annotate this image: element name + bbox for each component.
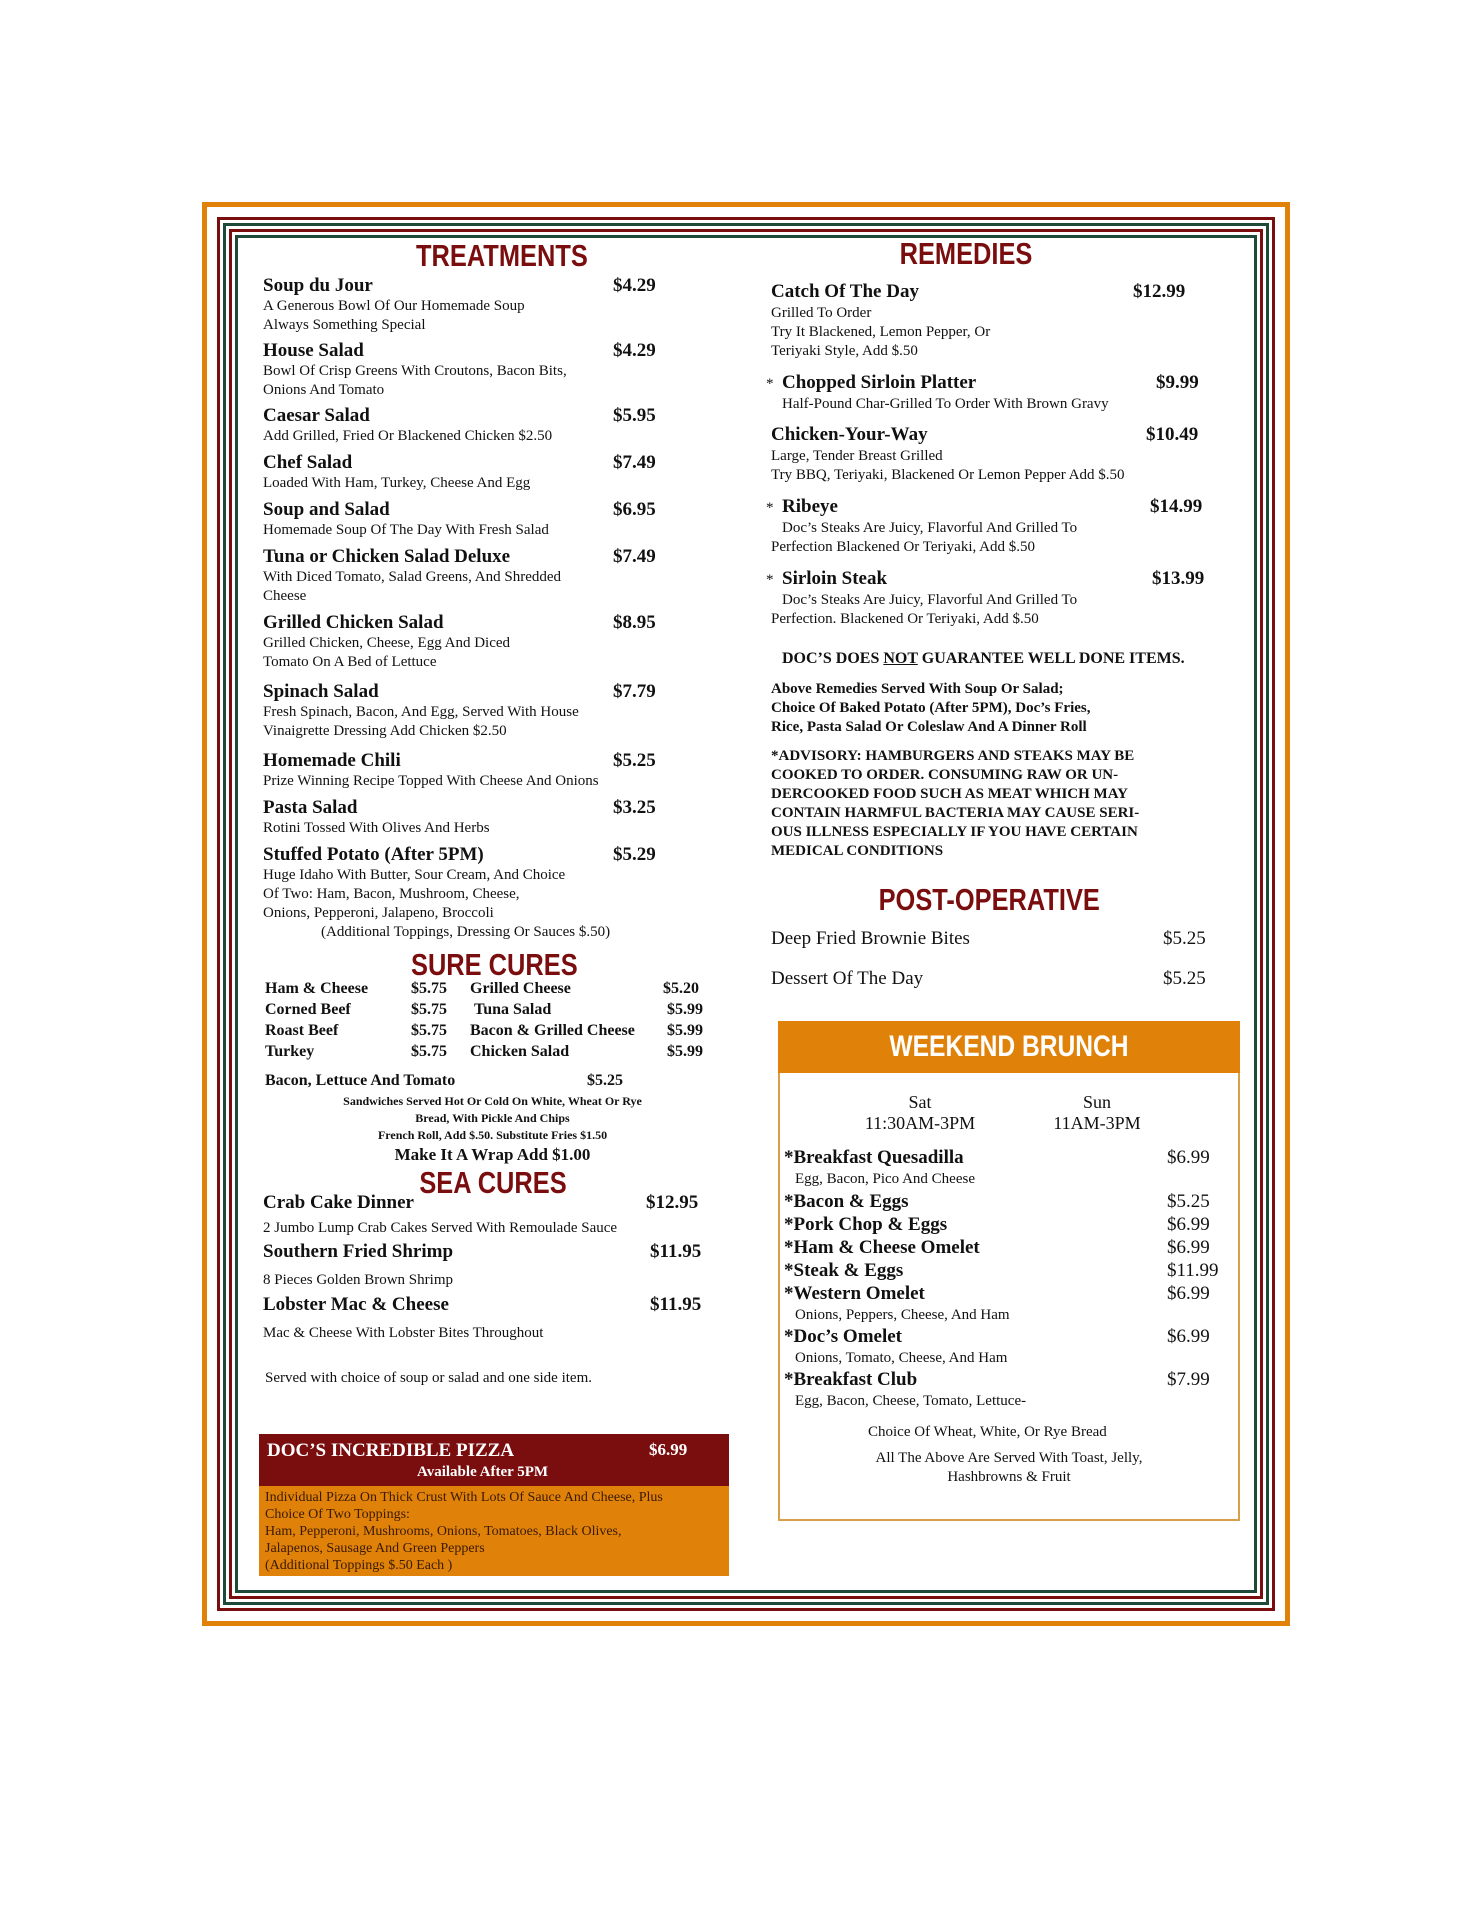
remedy-desc: Perfection Blackened Or Teriyaki, Add $.50	[771, 539, 1036, 555]
brunch-item-name: *Breakfast Quesadilla	[784, 1147, 964, 1168]
remedy-desc: Perfection. Blackened Or Teriyaki, Add $.50	[771, 611, 1039, 627]
pizza-desc-line: Choice Of Two Toppings:	[265, 1507, 410, 1522]
seafood-price: $11.95	[650, 1294, 702, 1315]
treatment-name: House Salad	[263, 340, 364, 361]
brunch-item-price: $6.99	[1167, 1147, 1210, 1168]
asterisk-mark: *	[766, 572, 774, 588]
treatment-price: $7.49	[613, 546, 656, 567]
treatment-name: Chef Salad	[263, 452, 353, 473]
sandwich-price: $5.75	[411, 980, 447, 997]
treatments-title: TREATMENTS	[416, 238, 588, 273]
remedy-desc: Doc’s Steaks Are Juicy, Flavorful And Grilled To	[782, 592, 1078, 608]
remedy-desc: Grilled To Order	[771, 305, 872, 321]
treatment-desc: Always Something Special	[263, 317, 426, 333]
remedies-title: REMEDIES	[899, 236, 1033, 271]
sandwich-name: Corned Beef	[265, 1001, 351, 1018]
brunch-item-price: $6.99	[1167, 1214, 1210, 1235]
treatment-desc: Onions, Pepperoni, Jalapeno, Broccoli	[263, 905, 494, 921]
remedy-desc: Large, Tender Breast Grilled	[771, 448, 943, 464]
treatment-price: $4.29	[613, 340, 656, 361]
brunch-item-name: *Bacon & Eggs	[784, 1191, 909, 1212]
remedy-desc: Teriyaki Style, Add $.50	[771, 343, 918, 359]
brunch-item-price: $5.25	[1167, 1191, 1210, 1212]
treatment-desc: Bowl Of Crisp Greens With Croutons, Bacon Bits,	[263, 363, 567, 379]
brunch-item-desc: Onions, Tomato, Cheese, And Ham	[795, 1350, 1008, 1366]
pizza-details	[259, 1486, 729, 1576]
remedy-desc: Try BBQ, Teriyaki, Blackened Or Lemon Pepper Add $.50	[771, 467, 1125, 483]
remedies-served-line: Rice, Pasta Salad Or Coleslaw And A Dinner Roll	[771, 719, 1087, 735]
brunch-footer-1: All The Above Are Served With Toast, Jelly,	[875, 1450, 1143, 1466]
sandwich-name: Turkey	[265, 1043, 315, 1060]
brunch-item-name: *Doc’s Omelet	[784, 1326, 902, 1347]
treatment-desc: Onions And Tomato	[263, 382, 385, 398]
sea-cures-title: SEA CURES	[419, 1165, 567, 1200]
pizza-header	[259, 1434, 729, 1486]
remedy-price: $12.99	[1133, 281, 1186, 302]
sandwich-price: $5.75	[411, 1043, 447, 1060]
brunch-header	[778, 1021, 1240, 1073]
remedy-desc: Doc’s Steaks Are Juicy, Flavorful And Grilled To	[782, 520, 1078, 536]
brunch-item-name: *Pork Chop & Eggs	[784, 1214, 948, 1235]
brunch-sun-label: Sun	[1082, 1092, 1111, 1112]
treatment-name: Stuffed Potato (After 5PM)	[263, 844, 484, 865]
treatment-desc: Tomato On A Bed of Lettuce	[263, 654, 437, 670]
treatment-desc: Fresh Spinach, Bacon, And Egg, Served With House	[263, 704, 579, 720]
sandwich-note-2: Bread, With Pickle And Chips	[415, 1111, 570, 1125]
brunch-sat-label: Sat	[908, 1092, 932, 1112]
sandwich-name: Roast Beef	[265, 1022, 339, 1039]
treatment-desc: Prize Winning Recipe Topped With Cheese And Onions	[263, 773, 599, 789]
dessert-name: Dessert Of The Day	[771, 968, 924, 989]
brunch-item-name: *Ham & Cheese Omelet	[784, 1237, 980, 1258]
pizza-price: $6.99	[649, 1440, 688, 1459]
treatment-desc: Grilled Chicken, Cheese, Egg And Diced	[263, 635, 511, 651]
seafood-price: $11.95	[650, 1241, 702, 1262]
treatment-desc: Vinaigrette Dressing Add Chicken $2.50	[263, 723, 507, 739]
advisory-line: *ADVISORY: HAMBURGERS AND STEAKS MAY BE	[771, 748, 1135, 764]
sea-cures-served-note: Served with choice of soup or salad and one side item.	[265, 1370, 592, 1386]
treatment-price: $5.29	[613, 844, 656, 865]
remedy-desc: Try It Blackened, Lemon Pepper, Or	[771, 324, 991, 340]
treatment-name: Spinach Salad	[263, 681, 379, 702]
sandwich-price: $5.99	[667, 1043, 703, 1060]
sandwich-price: $5.75	[411, 1001, 447, 1018]
sandwich-note-1: Sandwiches Served Hot Or Cold On White, Wheat Or Rye	[343, 1094, 642, 1108]
brunch-item-price: $11.99	[1167, 1260, 1219, 1281]
pizza-desc-line: Jalapenos, Sausage And Green Peppers	[265, 1541, 485, 1556]
treatment-desc: Cheese	[263, 588, 307, 604]
brunch-title: WEEKEND BRUNCH	[889, 1030, 1129, 1063]
advisory-line: MEDICAL CONDITIONS	[771, 843, 944, 859]
treatment-price: $8.95	[613, 612, 656, 633]
treatment-desc: A Generous Bowl Of Our Homemade Soup	[263, 298, 525, 314]
treatment-desc: Homemade Soup Of The Day With Fresh Salad	[263, 522, 549, 538]
treatment-name: Soup du Jour	[263, 275, 373, 296]
seafood-desc: 8 Pieces Golden Brown Shrimp	[263, 1272, 453, 1288]
treatment-price: $5.25	[613, 750, 656, 771]
sandwich-price: $5.99	[667, 1001, 703, 1018]
brunch-item-desc: Onions, Peppers, Cheese, And Ham	[795, 1307, 1010, 1323]
dessert-price: $5.25	[1163, 928, 1206, 949]
remedy-name: Sirloin Steak	[782, 568, 888, 589]
sandwich-price: $5.75	[411, 1022, 447, 1039]
pizza-desc-line: (Additional Toppings $.50 Each )	[265, 1558, 453, 1573]
treatment-name: Soup and Salad	[263, 499, 390, 520]
brunch-item-desc: Egg, Bacon, Cheese, Tomato, Lettuce-	[795, 1393, 1027, 1409]
remedy-name: Catch Of The Day	[771, 281, 919, 302]
wrap-note: Make It A Wrap Add $1.00	[394, 1145, 591, 1164]
remedy-price: $13.99	[1152, 568, 1205, 589]
dessert-price: $5.25	[1163, 968, 1206, 989]
seafood-price: $12.95	[646, 1192, 699, 1213]
post-operative-title: POST-OPERATIVE	[878, 882, 1100, 917]
sandwich-name: Ham & Cheese	[265, 980, 369, 997]
brunch-item-name: *Steak & Eggs	[784, 1260, 904, 1281]
remedy-name: Chicken-Your-Way	[771, 424, 928, 445]
treatment-name: Grilled Chicken Salad	[263, 612, 444, 633]
seafood-desc: 2 Jumbo Lump Crab Cakes Served With Remoulade Sauce	[263, 1220, 618, 1236]
treatment-price: $7.79	[613, 681, 656, 702]
brunch-item-price: $6.99	[1167, 1237, 1210, 1258]
treatment-price: $3.25	[613, 797, 656, 818]
treatment-price: $7.49	[613, 452, 656, 473]
advisory-line: CONTAIN HARMFUL BACTERIA MAY CAUSE SERI-	[771, 805, 1140, 821]
sandwich-name: Grilled Cheese	[470, 980, 571, 997]
remedies-served-line: Above Remedies Served With Soup Or Salad;	[771, 681, 1064, 697]
treatment-desc: Loaded With Ham, Turkey, Cheese And Egg	[263, 475, 531, 491]
brunch-item-price: $6.99	[1167, 1326, 1210, 1347]
pizza-title: DOC’S INCREDIBLE PIZZA	[267, 1440, 515, 1461]
brunch-item-price: $7.99	[1167, 1369, 1210, 1390]
brunch-item-name: *Western Omelet	[784, 1283, 925, 1304]
brunch-item-name: *Breakfast Club	[784, 1369, 918, 1390]
treatment-desc: Add Grilled, Fried Or Blackened Chicken $2.50	[263, 428, 553, 444]
treatment-name: Pasta Salad	[263, 797, 358, 818]
brunch-sat-hours: 11:30AM-3PM	[864, 1113, 976, 1133]
treatment-desc: Of Two: Ham, Bacon, Mushroom, Cheese,	[263, 886, 520, 902]
pizza-subtitle: Available After 5PM	[417, 1464, 549, 1480]
seafood-name: Crab Cake Dinner	[263, 1192, 414, 1213]
dessert-name: Deep Fried Brownie Bites	[771, 928, 970, 949]
brunch-item-price: $6.99	[1167, 1283, 1210, 1304]
blt-name: Bacon, Lettuce And Tomato	[265, 1072, 456, 1089]
brunch-item-desc: Egg, Bacon, Pico And Cheese	[795, 1171, 975, 1187]
advisory-line: DERCOOKED FOOD SUCH AS MEAT WHICH MAY	[771, 786, 1128, 802]
seafood-name: Southern Fried Shrimp	[263, 1241, 454, 1262]
brunch-sun-hours: 11AM-3PM	[1053, 1113, 1141, 1133]
sandwich-name: Bacon & Grilled Cheese	[470, 1022, 635, 1039]
seafood-desc: Mac & Cheese With Lobster Bites Throughout	[263, 1325, 544, 1341]
sure-cures-title: SURE CURES	[411, 947, 578, 982]
remedies-served-line: Choice Of Baked Potato (After 5PM), Doc’s Fries,	[771, 700, 1091, 716]
treatment-desc: With Diced Tomato, Salad Greens, And Shredded	[263, 569, 562, 585]
treatment-desc: Rotini Tossed With Olives And Herbs	[263, 820, 490, 836]
remedy-name: Ribeye	[782, 496, 838, 517]
remedy-price: $14.99	[1150, 496, 1203, 517]
sandwich-name: Chicken Salad	[470, 1043, 570, 1060]
asterisk-mark: *	[766, 376, 774, 392]
remedy-price: $9.99	[1156, 372, 1199, 393]
treatment-name: Caesar Salad	[263, 405, 370, 426]
treatment-desc: (Additional Toppings, Dressing Or Sauces $.50)	[321, 924, 611, 940]
pizza-desc-line: Ham, Pepperoni, Mushrooms, Onions, Tomatoes, Black Olives,	[265, 1524, 622, 1539]
well-done-suffix: GUARANTEE WELL DONE ITEMS.	[917, 650, 1185, 667]
sandwich-price: $5.99	[667, 1022, 703, 1039]
advisory-line: COOKED TO ORDER. CONSUMING RAW OR UN-	[771, 767, 1119, 783]
sandwich-price: $5.20	[663, 980, 699, 997]
sandwich-note-3: French Roll, Add $.50. Substitute Fries $1.50	[377, 1128, 608, 1142]
advisory-line: OUS ILLNESS ESPECIALLY IF YOU HAVE CERTAIN	[771, 824, 1138, 840]
remedy-name: Chopped Sirloin Platter	[782, 372, 977, 393]
treatment-price: $5.95	[613, 405, 656, 426]
treatment-name: Tuna or Chicken Salad Deluxe	[263, 546, 511, 567]
well-done-not: NOT	[883, 650, 918, 667]
remedy-price: $10.49	[1146, 424, 1199, 445]
asterisk-mark: *	[766, 500, 774, 516]
brunch-footer-2: Hashbrowns & Fruit	[947, 1469, 1071, 1485]
treatment-name: Homemade Chili	[263, 750, 401, 771]
brunch-club-desc-2: Choice Of Wheat, White, Or Rye Bread	[868, 1424, 1107, 1440]
blt-price: $5.25	[587, 1072, 623, 1089]
treatment-desc: Huge Idaho With Butter, Sour Cream, And Choice	[263, 867, 566, 883]
sandwich-name: Tuna Salad	[474, 1001, 552, 1018]
treatment-price: $6.95	[613, 499, 656, 520]
seafood-name: Lobster Mac & Cheese	[263, 1294, 449, 1315]
pizza-description	[265, 1489, 663, 1574]
pizza-desc-line: Individual Pizza On Thick Crust With Lots Of Sauce And Cheese, Plus	[265, 1490, 663, 1505]
well-done-prefix: DOC’S DOES	[782, 650, 884, 667]
treatment-price: $4.29	[613, 275, 656, 296]
well-done-disclaimer	[782, 650, 1185, 668]
remedy-desc: Half-Pound Char-Grilled To Order With Brown Gravy	[782, 396, 1109, 412]
